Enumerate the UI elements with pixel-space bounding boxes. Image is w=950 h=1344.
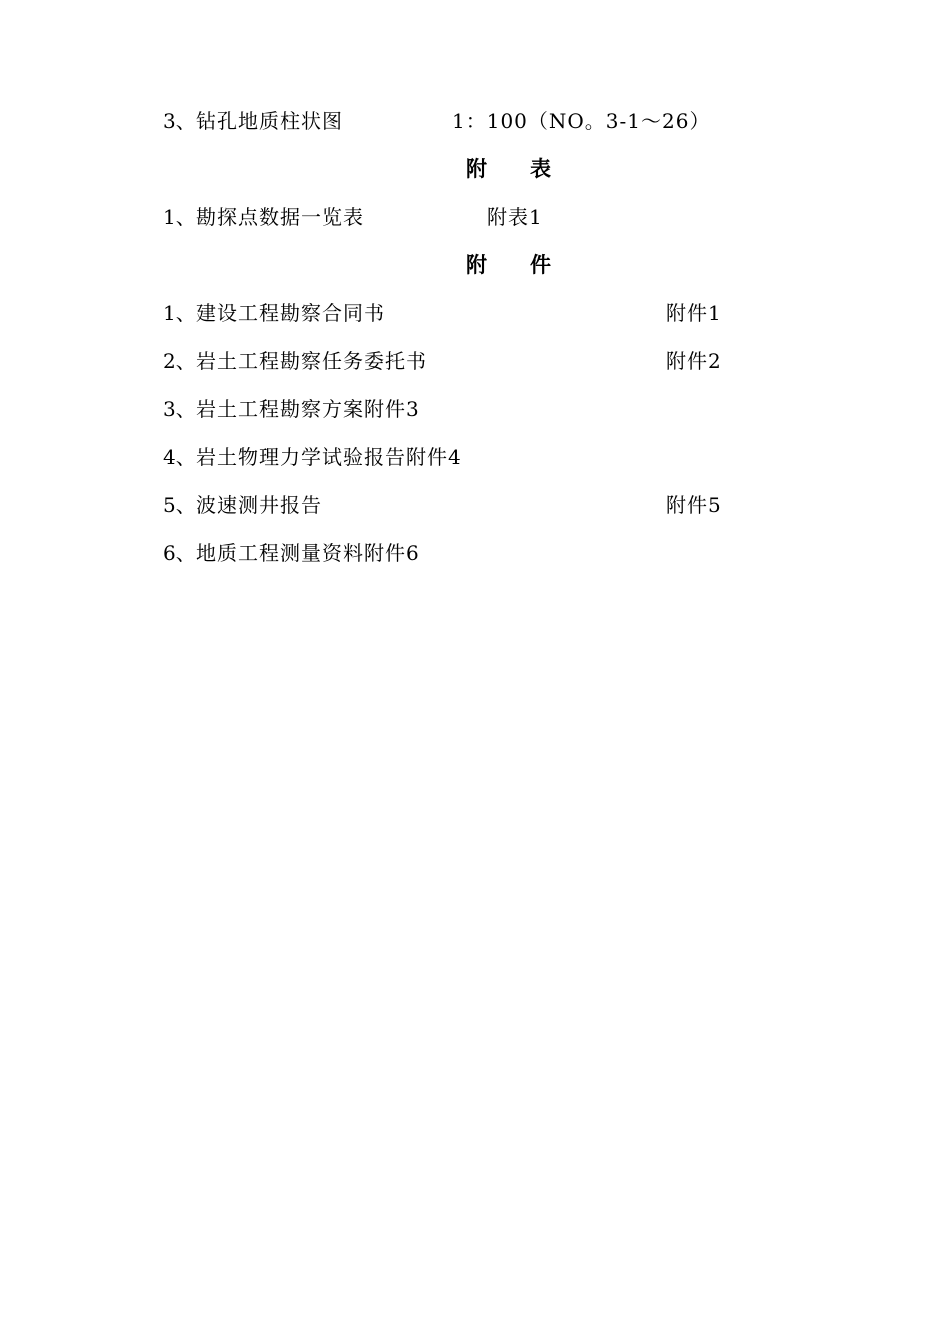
- item-ref: 附件1: [666, 301, 722, 325]
- attachments-heading-char1: 附: [466, 252, 487, 277]
- attachments-heading: [466, 250, 551, 280]
- item-title: 钻孔地质柱状图: [196, 109, 343, 133]
- item-number: 4、: [163, 445, 196, 469]
- tables-heading: [466, 154, 551, 184]
- item-title: 岩土物理力学试验报告附件4: [196, 445, 462, 469]
- item-number: 2、: [163, 349, 196, 373]
- attachments-heading-char2: 件: [530, 252, 551, 277]
- item-number: 6、: [163, 541, 196, 565]
- item-ref: 附表1: [487, 205, 543, 229]
- item-title: 岩土工程勘察方案附件3: [196, 397, 420, 421]
- item-title: 地质工程测量资料附件6: [196, 541, 420, 565]
- item-ref: 附件5: [666, 493, 722, 517]
- tables-heading-char2: 表: [530, 156, 551, 181]
- item-title: 勘探点数据一览表: [196, 205, 364, 229]
- item-number: 3、: [163, 109, 196, 133]
- item-number: 1、: [163, 301, 196, 325]
- item-ref: 附件2: [666, 349, 722, 373]
- item-scale-ref: 1：100（NO。3-1～26）: [452, 109, 711, 133]
- item-title: 岩土工程勘察任务委托书: [196, 349, 427, 373]
- item-number: 5、: [163, 493, 196, 517]
- item-title: 建设工程勘察合同书: [196, 301, 385, 325]
- item-number: 1、: [163, 205, 196, 229]
- item-title: 波速测井报告: [196, 493, 322, 517]
- item-number: 3、: [163, 397, 196, 421]
- tables-heading-char1: 附: [466, 156, 487, 181]
